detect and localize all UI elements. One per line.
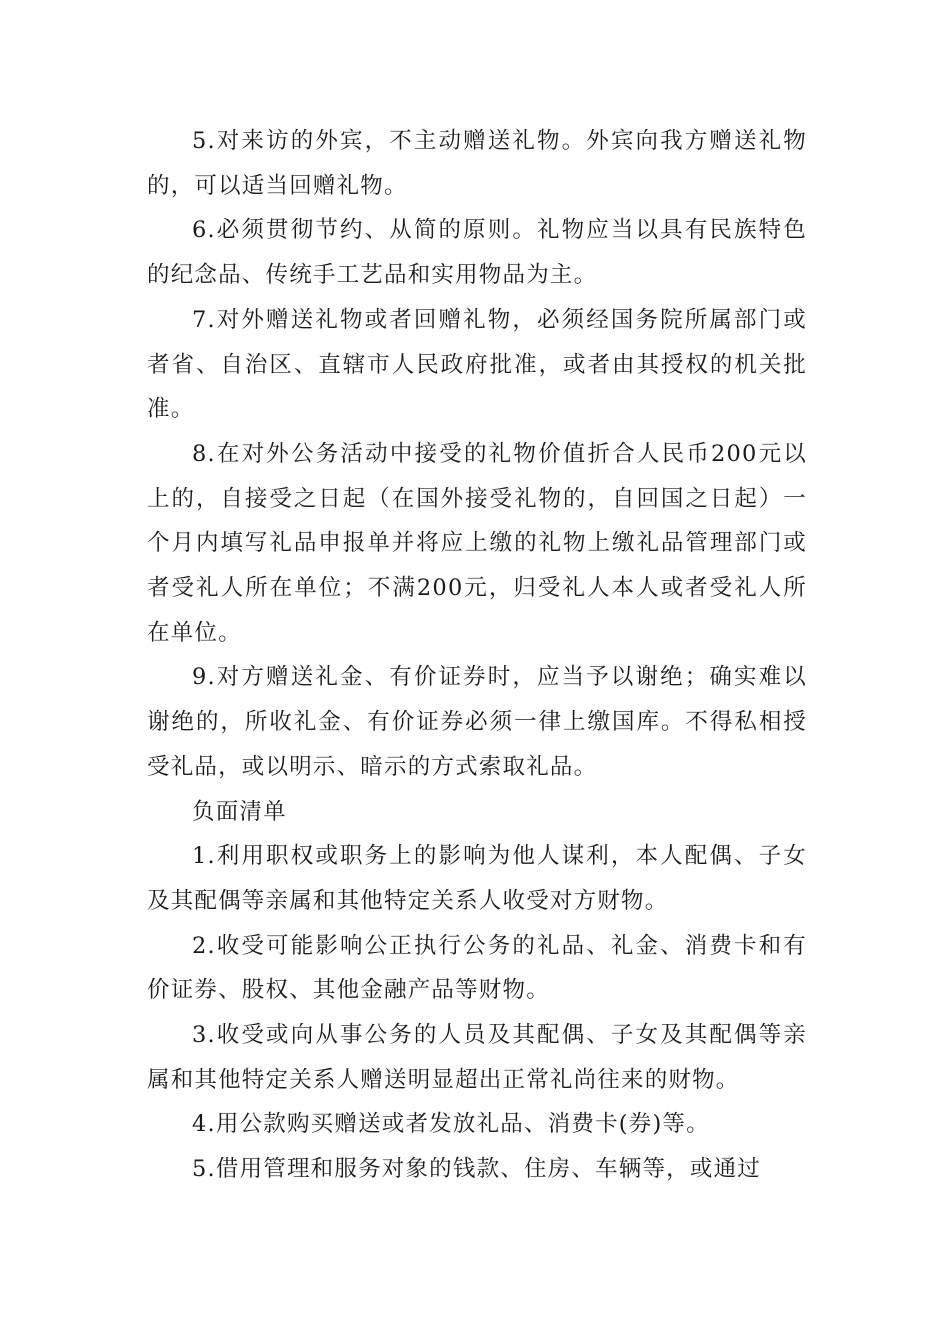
paragraph-item-8: 8.在对外公务活动中接受的礼物价值折合人民币200元以上的，自接受之日起（在国外接受礼物的，自回国之日起）一个月内填写礼品申报单并将应上缴的礼物上缴礼品管理部门或者受礼人所在单位；不满200元，归受礼人本人或者受礼人所在单位。 (147, 440, 807, 646)
negative-list-item-5: 5.借用管理和服务对象的钱款、住房、车辆等，或通过 (192, 1156, 761, 1183)
paragraph-item-5: 5.对来访的外宾，不主动赠送礼物。外宾向我方赠送礼物的，可以适当回赠礼物。 (147, 128, 807, 199)
section-heading-negative-list: 负面清单 (192, 798, 287, 825)
paragraph-item-9: 9.对方赠送礼金、有价证券时，应当予以谢绝；确实难以谢绝的，所收礼金、有价证券必须一律上缴国库。不得私相授受礼品，或以明示、暗示的方式索取礼品。 (147, 664, 807, 780)
negative-list-item-4: 4.用公款购买赠送或者发放礼品、消费卡(券)等。 (192, 1111, 710, 1138)
paragraph-item-7: 7.对外赠送礼物或者回赠礼物，必须经国务院所属部门或者省、自治区、直辖市人民政府批准，或者由其授权的机关批准。 (147, 306, 807, 423)
document-body (147, 119, 807, 1192)
negative-list-item-3: 3.收受或向从事公务的人员及其配偶、子女及其配偶等亲属和其他特定关系人赠送明显超出正常礼尚往来的财物。 (147, 1022, 807, 1093)
paragraph-item-6: 6.必须贯彻节约、从简的原则。礼物应当以具有民族特色的纪念品、传统手工艺品和实用物品为主。 (147, 217, 807, 289)
negative-list-item-2: 2.收受可能影响公正执行公务的礼品、礼金、消费卡和有价证券、股权、其他金融产品等财物。 (147, 932, 807, 1004)
negative-list-item-1: 1.利用职权或职务上的影响为他人谋利，本人配偶、子女及其配偶等亲属和其他特定关系人收受对方财物。 (147, 843, 807, 914)
